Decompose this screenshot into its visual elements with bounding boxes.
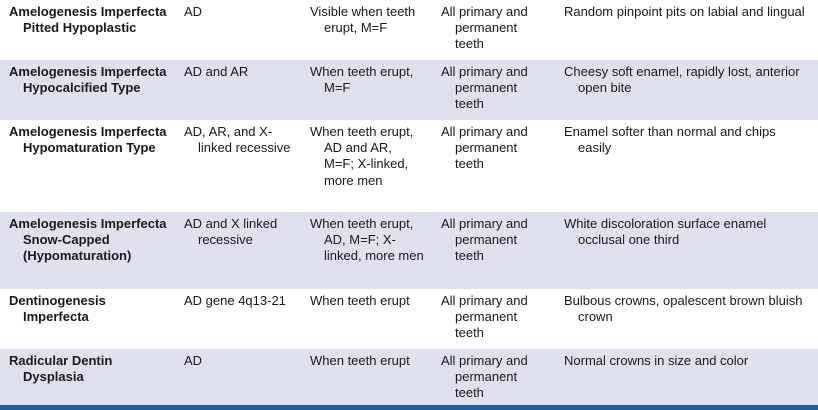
- features-cell: Bulbous crowns, opalescent brown bluish crown: [555, 289, 818, 349]
- table-row: [0, 212, 818, 289]
- table-row: [0, 289, 818, 349]
- onset-cell: When teeth erupt, M=F: [301, 60, 432, 120]
- dentition-cell: All primary and permanent teeth: [432, 289, 555, 349]
- dentition-cell: All primary and permanent teeth: [432, 0, 555, 60]
- dentition-cell: All primary and permanent teeth: [432, 120, 555, 212]
- features-cell: Cheesy soft enamel, rapidly lost, anterior open bite: [555, 60, 818, 120]
- features-cell: Normal crowns in size and color: [555, 349, 818, 405]
- onset-cell: When teeth erupt: [301, 349, 432, 405]
- table-bottom-rule: [0, 405, 818, 410]
- inheritance-cell: AD gene 4q13-21: [175, 289, 301, 349]
- table-row: [0, 349, 818, 405]
- table-row: [0, 60, 818, 120]
- features-cell: Random pinpoint pits on labial and lingual: [555, 0, 818, 60]
- inheritance-cell: AD and X linked recessive: [175, 212, 301, 289]
- inheritance-cell: AD and AR: [175, 60, 301, 120]
- onset-cell: When teeth erupt, AD, M=F; X-linked, more men: [301, 212, 432, 289]
- condition-name-cell: Amelogenesis Imperfecta Hypomaturation Type: [0, 120, 175, 212]
- condition-name-cell: Amelogenesis Imperfecta Hypocalcified Type: [0, 60, 175, 120]
- dentition-cell: All primary and permanent teeth: [432, 60, 555, 120]
- inheritance-cell: AD: [175, 349, 301, 405]
- inheritance-cell: AD, AR, and X-linked recessive: [175, 120, 301, 212]
- features-cell: White discoloration surface enamel occlusal one third: [555, 212, 818, 289]
- features-cell: Enamel softer than normal and chips easily: [555, 120, 818, 212]
- condition-name-cell: Amelogenesis Imperfecta Snow-Capped (Hypomaturation): [0, 212, 175, 289]
- condition-name-cell: Amelogenesis Imperfecta Pitted Hypoplastic: [0, 0, 175, 60]
- table-row: [0, 120, 818, 212]
- condition-name-cell: Radicular Dentin Dysplasia: [0, 349, 175, 405]
- onset-cell: Visible when teeth erupt, M=F: [301, 0, 432, 60]
- dentition-cell: All primary and permanent teeth: [432, 212, 555, 289]
- table-row: [0, 0, 818, 60]
- onset-cell: When teeth erupt: [301, 289, 432, 349]
- inheritance-cell: AD: [175, 0, 301, 60]
- condition-name-cell: Dentinogenesis Imperfecta: [0, 289, 175, 349]
- dentition-cell: All primary and permanent teeth: [432, 349, 555, 405]
- onset-cell: When teeth erupt, AD and AR, M=F; X-linked, more men: [301, 120, 432, 212]
